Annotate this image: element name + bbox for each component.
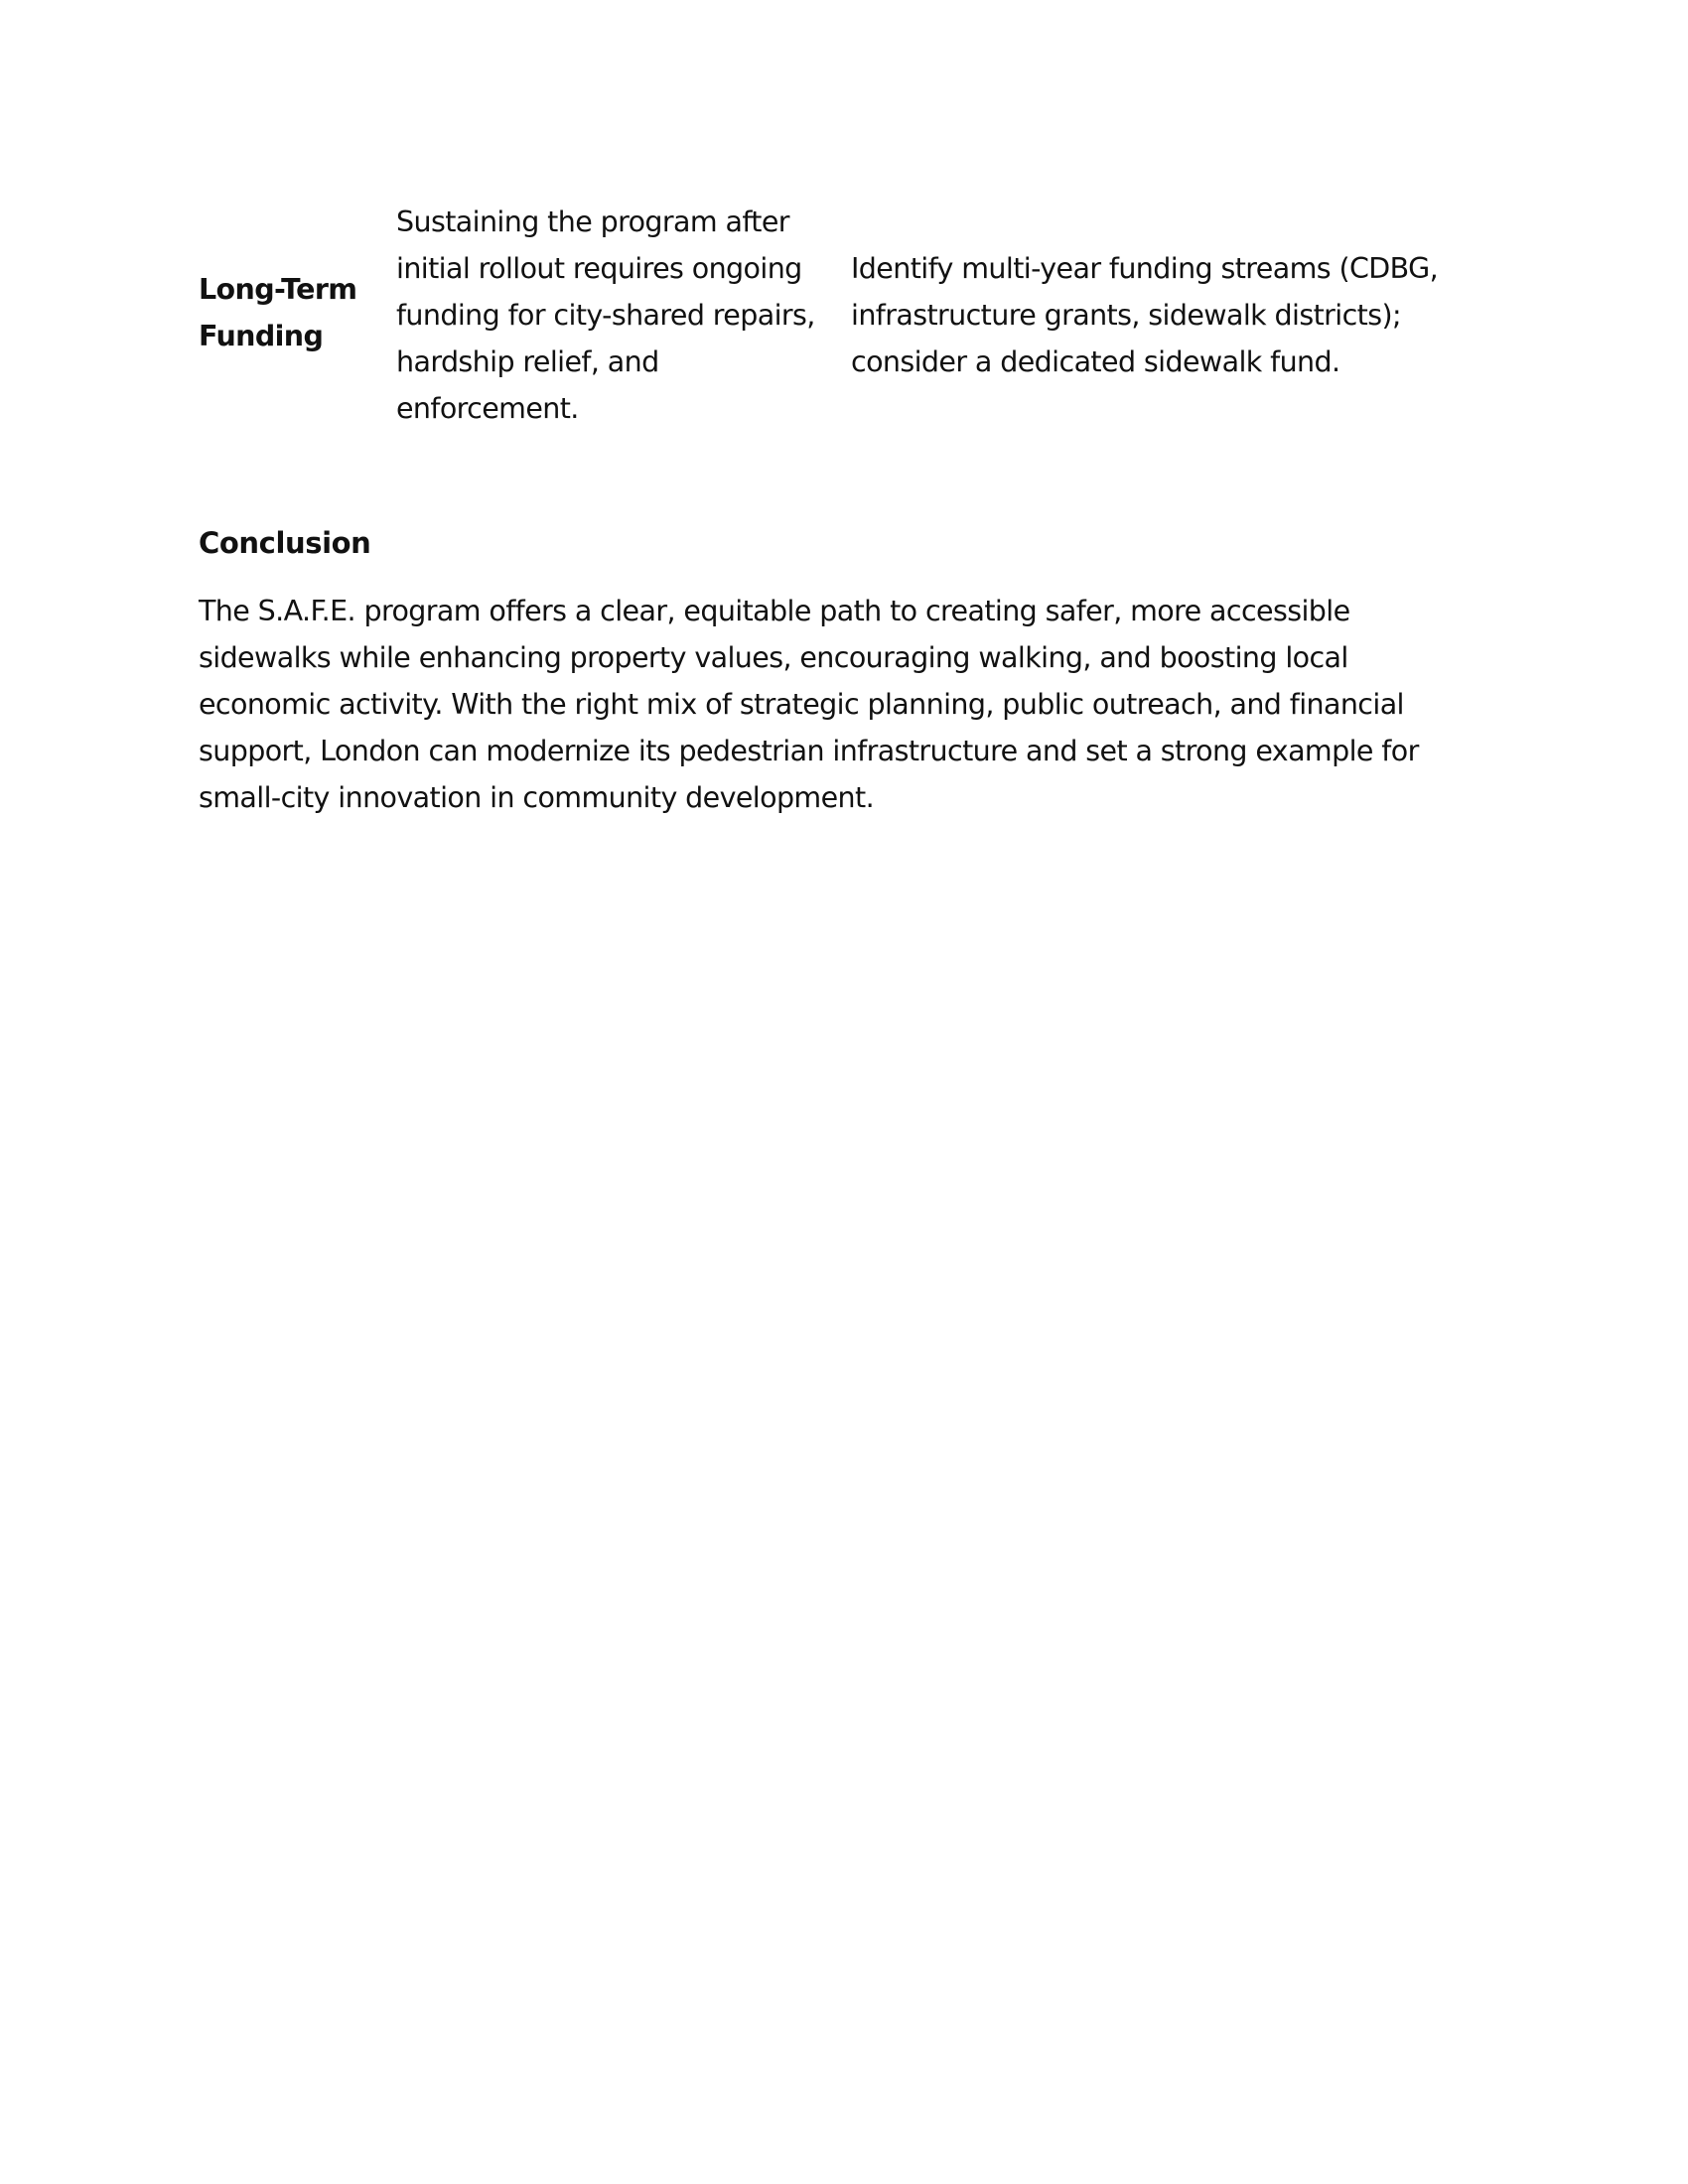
paragraph-line: economic activity. With the right mix of strategic planning, public outreach, and financial xyxy=(199,688,1404,721)
recommendation-line: consider a dedicated sidewalk fund. xyxy=(851,345,1340,378)
challenge-line: enforcement. xyxy=(396,392,579,425)
paragraph-line: The S.A.F.E. program offers a clear, equitable path to creating safer, more accessible xyxy=(199,595,1350,627)
challenge-line: funding for city-shared repairs, xyxy=(396,299,815,332)
row-label-line: Funding xyxy=(199,320,324,352)
challenge-line: initial rollout requires ongoing xyxy=(396,252,802,285)
row-recommendation-cell xyxy=(851,245,1486,385)
row-label xyxy=(199,266,382,359)
recommendation-line: Identify multi-year funding streams (CDBG, xyxy=(851,252,1439,285)
row-label-line: Long-Term xyxy=(199,273,357,306)
conclusion-heading: Conclusion xyxy=(199,526,371,560)
challenge-line: hardship relief, and xyxy=(396,345,659,378)
paragraph-line: small-city innovation in community development. xyxy=(199,781,875,814)
paragraph-line: support, London can modernize its pedestrian infrastructure and set a strong example for xyxy=(199,735,1419,767)
challenge-line: Sustaining the program after xyxy=(396,205,789,238)
recommendation-line: infrastructure grants, sidewalk districts); xyxy=(851,299,1401,332)
conclusion-paragraph xyxy=(199,588,1509,821)
row-challenge-cell xyxy=(396,199,853,432)
table-row-long-term-funding xyxy=(199,199,1489,437)
paragraph-line: sidewalks while enhancing property values, encouraging walking, and boosting local xyxy=(199,641,1348,674)
